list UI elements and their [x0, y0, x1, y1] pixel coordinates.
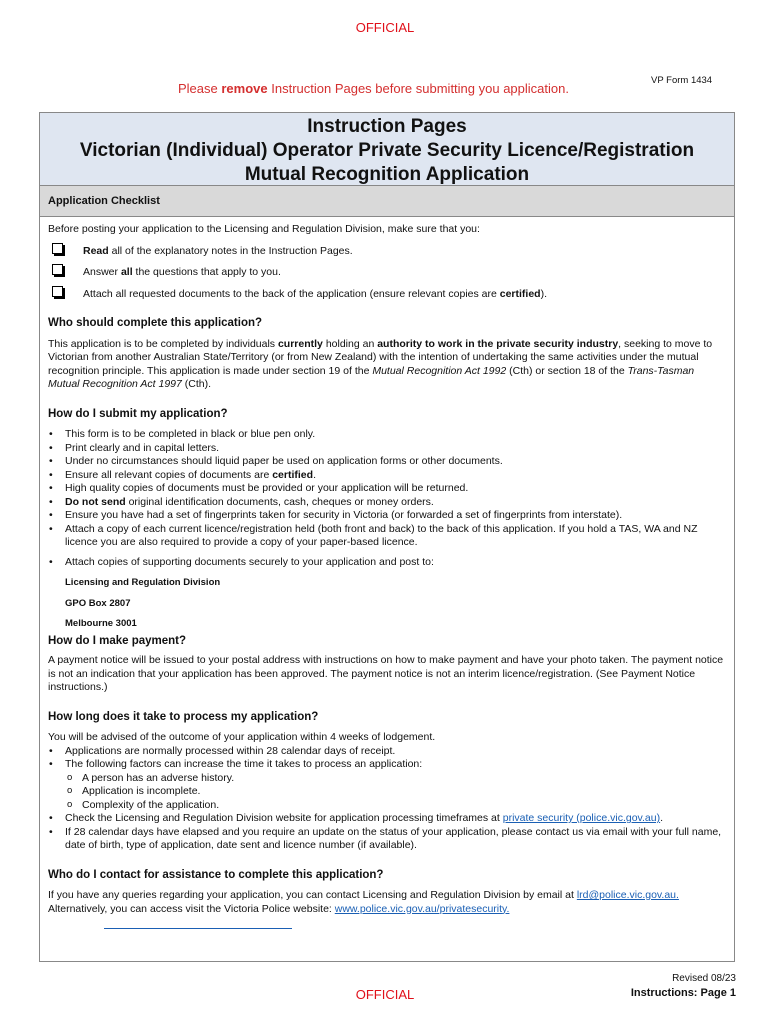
- revision-date: Revised 08/23: [672, 973, 736, 984]
- title-line-3: Mutual Recognition Application: [244, 164, 530, 185]
- email-link[interactable]: lrd@police.vic.gov.au.: [576, 889, 679, 901]
- website-link[interactable]: www.police.vic.gov.au/privatesecurity.: [334, 902, 510, 915]
- form-number: VP Form 1434: [651, 75, 713, 86]
- list-item: • Applications are normally processed within 28 calendar days of receipt.: [48, 745, 726, 759]
- contact-paragraph: If you have any queries regarding your application, you can contact Licensing and Regulation Division by email at lrd@police.vic.gov.au. Alternatively, you can access visit the Victoria Police website: www.police.vic.gov.au/privatesecurity.: [48, 889, 679, 915]
- list-item: • Attach copies of supporting documents securely to your application and post to:: [48, 556, 726, 570]
- title-line-2: Victorian (Individual) Operator Private Security Licence/Registration: [79, 140, 695, 161]
- list-item: • Ensure you have had a set of fingerprints taken for security in Victoria (or forwarded a set of fingerprints from interstate).: [48, 509, 726, 523]
- process-list: [48, 745, 726, 853]
- list-item: o A person has an adverse history.: [65, 772, 726, 786]
- contact-heading: Who do I contact for assistance to complete this application?: [48, 868, 384, 881]
- list-item: o Application is incomplete.: [65, 785, 726, 799]
- remove-instruction-note: Please remove Instruction Pages before submitting you application.: [178, 81, 569, 96]
- list-item: • Ensure all relevant copies of documents are certified.: [48, 469, 726, 483]
- factor-sublist: [65, 772, 726, 813]
- official-classification-bottom: OFFICIAL: [355, 987, 415, 1002]
- checklist-intro: Before posting your application to the Licensing and Regulation Division, make sure that you:: [48, 223, 480, 235]
- list-item: • Attach a copy of each current licence/registration held (both front and back) to the back of this application. If you hold a TAS, WA and NZ licence you are also required to provide a copy of your paper-based licence.: [48, 523, 726, 550]
- checklist-heading: Application Checklist: [40, 186, 734, 217]
- checklist-item-attach: Attach all requested documents to the back of the application (ensure relevant copies are certified).: [48, 288, 726, 302]
- checkbox-icon: [52, 243, 63, 254]
- process-heading: How long does it take to process my application?: [48, 710, 319, 723]
- submit-heading: How do I submit my application?: [48, 407, 228, 420]
- process-intro: You will be advised of the outcome of your application within 4 weeks of lodgement.: [48, 731, 436, 743]
- who-paragraph: This application is to be completed by individuals currently holding an authority to work in the private security industry, seeking to move to Victorian from another Australian State/Territory (or from New Zealand) with the intention of undertaking the same activities under the mutual recognition principle. This application is made under section 19 of the Mutual Recognition Act 1992 (Cth) or section 18 of the Trans-Tasman Mutual Recognition Act 1997 (Cth).: [48, 337, 713, 390]
- checklist-item-answer: Answer all the questions that apply to you.: [48, 266, 726, 280]
- payment-paragraph: A payment notice will be issued to your postal address with instructions on how to make payment and have your photo taken. The payment notice is not an indication that your application has been approved. The payment notice is not an interim licence/registration. (See Payment Notice instructions.): [48, 654, 724, 693]
- submit-list: [48, 428, 726, 569]
- who-heading: Who should complete this application?: [48, 317, 263, 329]
- list-item: • The following factors can increase the time it takes to process an application: o A person has an adverse history. o Application is incomplete. o Complexity of the application.: [48, 758, 726, 812]
- list-item: • Do not send original identification documents, cash, cheques or money orders.: [48, 496, 726, 510]
- list-item: • Print clearly and in capital letters.: [48, 442, 726, 456]
- list-item: • This form is to be completed in black or blue pen only.: [48, 428, 726, 442]
- list-item: • If 28 calendar days have elapsed and you require an update on the status of your application, please contact us via email with your full name, date of birth, type of application, date sent and licence number (if available).: [48, 826, 726, 853]
- postal-address-line-2: GPO Box 2807: [65, 597, 131, 609]
- title-line-1: Instruction Pages: [307, 116, 467, 137]
- checkbox-icon: [52, 286, 63, 297]
- instructions-body: [39, 186, 735, 962]
- payment-heading: How do I make payment?: [48, 634, 187, 647]
- checkbox-icon: [52, 264, 63, 275]
- list-item: • High quality copies of documents must be provided or your application will be returned.: [48, 482, 726, 496]
- page-number: Instructions: Page 1: [630, 987, 736, 999]
- official-classification-top: OFFICIAL: [355, 20, 415, 35]
- list-item: o Complexity of the application.: [65, 799, 726, 813]
- list-item: • Under no circumstances should liquid paper be used on application forms or other documents.: [48, 455, 726, 469]
- list-item: • Check the Licensing and Regulation Division website for application processing timeframes at private security (police.vic.gov.au).: [48, 812, 726, 826]
- private-security-link[interactable]: private security (police.vic.gov.au): [502, 812, 661, 824]
- title-box: [39, 112, 735, 186]
- checklist-item-read: Read all of the explanatory notes in the Instruction Pages.: [48, 245, 726, 259]
- postal-address-line-3: Melbourne 3001: [65, 618, 137, 629]
- postal-address-line-1: Licensing and Regulation Division: [65, 577, 221, 588]
- decorative-underline: [104, 928, 292, 929]
